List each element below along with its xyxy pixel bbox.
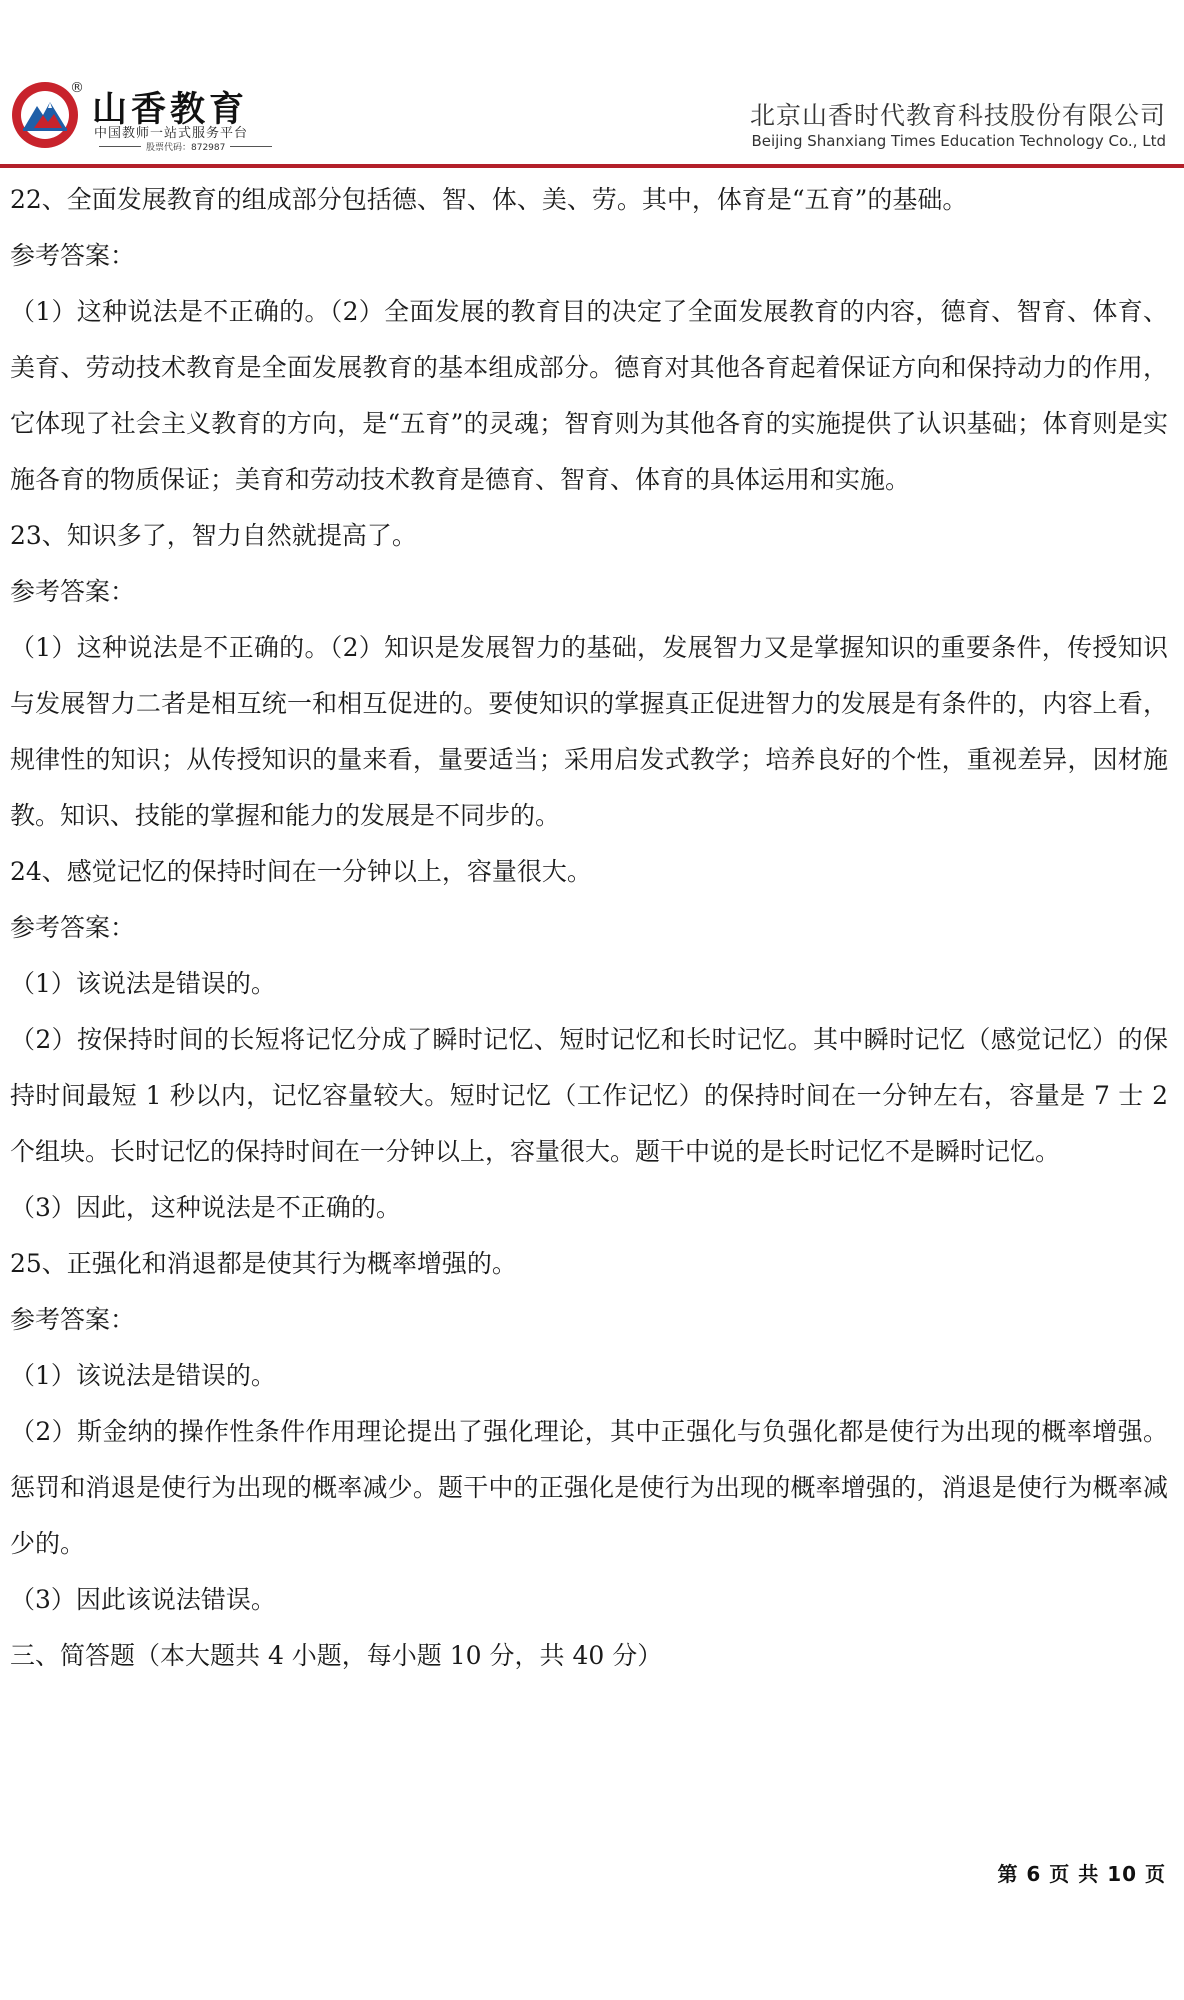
divider bbox=[230, 146, 272, 147]
page-header bbox=[0, 0, 1184, 168]
section-heading-short-answer: 三、简答题（本大题共 4 小题，每小题 10 分，共 40 分） bbox=[10, 1641, 663, 1670]
brand-name: 山香教育 bbox=[92, 90, 249, 130]
answer-22: （1）这种说法是不正确的。（2）全面发展的教育目的决定了全面发展教育的内容，德育、智育、体育、美育、劳动技术教育是全面发展教育的基本组成部分。德育对其他各育起着保证方向和保持动力的作用，它体现了社会主义教育的方向，是“五育”的灵魂；智育则为其他各育的实施提供了认识基础；体育则是实施各育的物质保证；美育和劳动技术教育是德育、智育、体育的具体运用和实施。 bbox=[10, 297, 1168, 494]
company-name-en: Beijing Shanxiang Times Education Technology Co., Ltd bbox=[751, 132, 1166, 150]
document-body bbox=[10, 172, 1168, 1684]
registered-mark: ® bbox=[70, 80, 84, 96]
question-22: 22、全面发展教育的组成部分包括德、智、体、美、劳。其中，体育是“五育”的基础。 bbox=[10, 185, 968, 214]
answer-heading: 参考答案： bbox=[10, 913, 136, 942]
answer-heading: 参考答案： bbox=[10, 1305, 136, 1334]
divider bbox=[99, 146, 141, 147]
stock-code-row bbox=[94, 140, 277, 153]
answer-heading: 参考答案： bbox=[10, 241, 136, 270]
stock-code: 股票代码：872987 bbox=[146, 143, 226, 153]
company-name-cn: 北京山香时代教育科技股份有限公司 bbox=[749, 101, 1166, 130]
answer-24-point-3: （3）因此，这种说法是不正确的。 bbox=[10, 1193, 401, 1222]
question-24: 24、感觉记忆的保持时间在一分钟以上，容量很大。 bbox=[10, 857, 592, 886]
answer-24-point-1: （1）该说法是错误的。 bbox=[10, 969, 276, 998]
question-23: 23、知识多了，智力自然就提高了。 bbox=[10, 521, 417, 550]
page-number: 第 6 页 共 10 页 bbox=[997, 1862, 1166, 1886]
answer-25-point-2: （2）斯金纳的操作性条件作用理论提出了强化理论，其中正强化与负强化都是使行为出现的概率增强。惩罚和消退是使行为出现的概率减少。题干中的正强化是使行为出现的概率增强的，消退是使行为概率减少的。 bbox=[10, 1417, 1168, 1558]
answer-24-point-2: （2）按保持时间的长短将记忆分成了瞬时记忆、短时记忆和长时记忆。其中瞬时记忆（感觉记忆）的保持时间最短 1 秒以内，记忆容量较大。短时记忆（工作记忆）的保持时间在一分钟左右，容量是 7 士 2 个组块。长时记忆的保持时间在一分钟以上，容量很大。题干中说的是长时记忆不是瞬时记忆。 bbox=[10, 1025, 1168, 1166]
answer-23: （1）这种说法是不正确的。（2）知识是发展智力的基础，发展智力又是掌握知识的重要条件，传授知识与发展智力二者是相互统一和相互促进的。要使知识的掌握真正促进智力的发展是有条件的，内容上看，规律性的知识；从传授知识的量来看，量要适当；采用启发式教学；培养良好的个性，重视差异，因材施教。知识、技能的掌握和能力的发展是不同步的。 bbox=[10, 633, 1168, 830]
answer-25-point-1: （1）该说法是错误的。 bbox=[10, 1361, 276, 1390]
brand-slogan: 中国教师一站式服务平台 bbox=[94, 126, 249, 141]
answer-25-point-3: （3）因此该说法错误。 bbox=[10, 1585, 276, 1614]
question-25: 25、正强化和消退都是使其行为概率增强的。 bbox=[10, 1249, 517, 1278]
header-divider bbox=[0, 164, 1184, 168]
answer-heading: 参考答案： bbox=[10, 577, 136, 606]
